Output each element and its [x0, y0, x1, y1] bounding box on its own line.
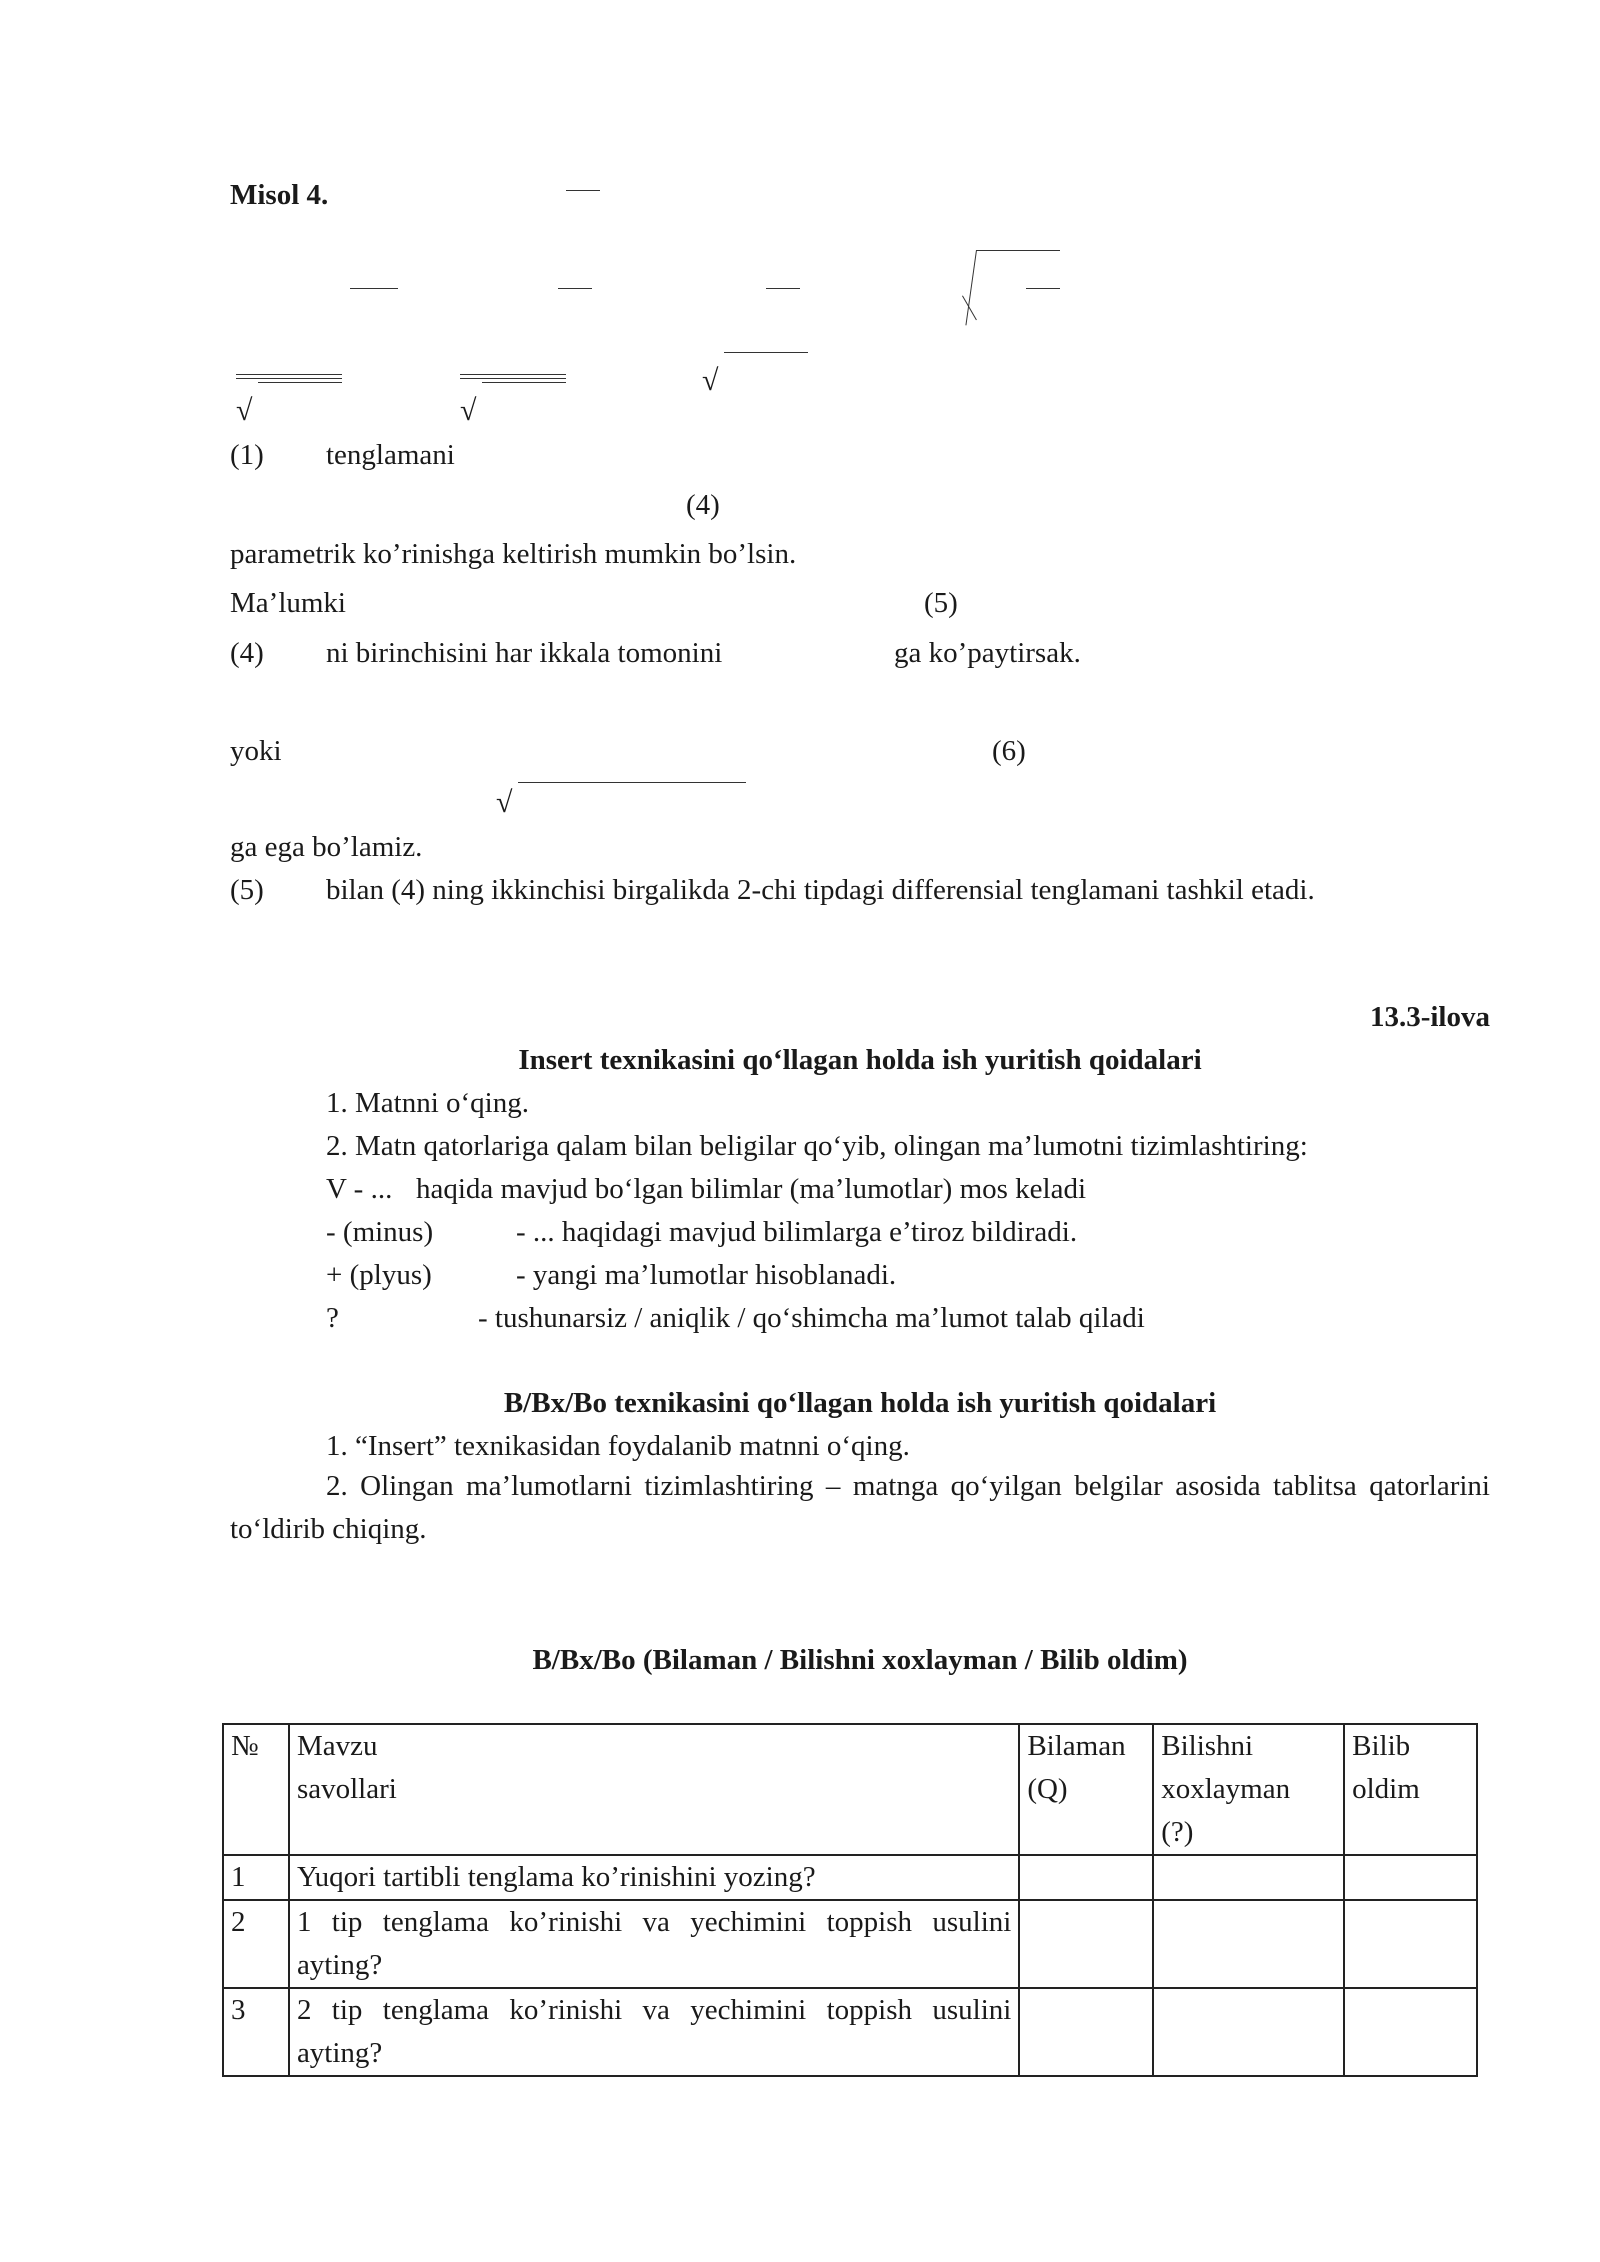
body-text: yoki — [230, 735, 282, 767]
radical-sign: √ — [460, 394, 477, 427]
radical-sign: √ — [496, 786, 513, 819]
header-want: Bilishni xoxlayman (?) — [1153, 1724, 1344, 1855]
table-row — [223, 1988, 1477, 2076]
radical-sign: √ — [702, 364, 719, 397]
header-topic: Mavzu savollari — [289, 1724, 1019, 1855]
radical-bar — [724, 352, 808, 353]
cell-want[interactable] — [1153, 1900, 1344, 1988]
radical-bar — [518, 782, 746, 783]
header-learned: Bilib oldim — [1344, 1724, 1477, 1855]
list-item: 2. Olingan ma’lumotlarni tizimlashtiring – matnga qo‘yilgan belgilar asosida tablitsa qatorlarini to‘ldirib chiqing. — [230, 1470, 1490, 1545]
mark-sign: V - ... — [326, 1173, 393, 1205]
appendix-label: 13.3-ilova — [1369, 1001, 1490, 1033]
cell-learned[interactable] — [1344, 1855, 1477, 1900]
body-text: Ma’lumki — [230, 587, 346, 619]
row-number: 1 — [223, 1855, 289, 1900]
cell-want[interactable] — [1153, 1988, 1344, 2076]
example-title: Misol 4. — [230, 179, 329, 211]
body-text: parametrik ko’rinishga keltirish mumkin bo’lsin. — [230, 538, 797, 570]
body-text: bilan (4) ning ikkinchisi birgalikda 2-chi tipdagi differensial tenglamani tashkil etadi. — [326, 874, 1315, 906]
cell-know[interactable] — [1019, 1988, 1153, 2076]
fraction-bar — [766, 288, 800, 289]
body-text: ga ega bo’lamiz. — [230, 831, 423, 863]
list-item: 1. “Insert” texnikasidan foydalanib matnni o‘qing. — [326, 1430, 910, 1462]
row-number: 2 — [223, 1900, 289, 1988]
equation-reference: (5) — [230, 874, 264, 906]
cell-know[interactable] — [1019, 1900, 1153, 1988]
cell-learned[interactable] — [1344, 1988, 1477, 2076]
table-header-row — [223, 1724, 1477, 1855]
header-number: № — [223, 1724, 289, 1855]
cell-know[interactable] — [1019, 1855, 1153, 1900]
body-text: tenglamani — [326, 439, 455, 471]
mark-sign: - (minus) — [326, 1216, 434, 1248]
body-text: ni birinchisini har ikkala tomonini — [326, 637, 723, 669]
mark-description: - ... haqidagi mavjud bilimlarga e’tiroz bildiradi. — [516, 1216, 1078, 1248]
body-text: ga ko’paytirsak. — [894, 637, 1081, 669]
fraction-bar — [566, 190, 600, 191]
row-number: 3 — [223, 1988, 289, 2076]
equation-reference: (4) — [230, 637, 264, 669]
row-question: 2 tip tenglama ko’rinishi va yechimini toppish usulini ayting? — [289, 1988, 1019, 2076]
fraction-bar — [1026, 288, 1060, 289]
bbx-table — [222, 1723, 1478, 2077]
equation-number: (6) — [992, 735, 1026, 767]
radical-bar — [482, 382, 566, 383]
radical-bar — [258, 382, 342, 383]
fraction-bar — [558, 288, 592, 289]
table-caption: B/Bx/Bo (Bilaman / Bilishni xoxlayman / Bilib oldim) — [532, 1644, 1188, 1676]
list-item: 2. Matn qatorlariga qalam bilan beligilar qo‘yib, olingan ma’lumotni tizimlashtiring: — [326, 1130, 1308, 1162]
table-row — [223, 1900, 1477, 1988]
equation-number: (4) — [686, 489, 720, 521]
section-heading: B/Bx/Bo texnikasini qo‘llagan holda ish yuritish qoidalari — [503, 1387, 1217, 1419]
equation-number: (5) — [924, 587, 958, 619]
table-row — [223, 1855, 1477, 1900]
radical-stem — [965, 250, 977, 325]
double-fraction-bar — [236, 374, 342, 379]
section-heading: Insert texnikasini qo‘llagan holda ish yuritish qoidalari — [518, 1044, 1202, 1076]
mark-description: - tushunarsiz / aniqlik / qo‘shimcha ma’lumot talab qiladi — [478, 1302, 1145, 1334]
double-fraction-bar — [460, 374, 566, 379]
header-know: Bilaman (Q) — [1019, 1724, 1153, 1855]
row-question: 1 tip tenglama ko’rinishi va yechimini toppish usulini ayting? — [289, 1900, 1019, 1988]
cell-want[interactable] — [1153, 1855, 1344, 1900]
row-question: Yuqori tartibli tenglama ko’rinishini yozing? — [289, 1855, 1019, 1900]
radical-sign: √ — [236, 394, 253, 427]
mark-description: - yangi ma’lumotlar hisoblanadi. — [516, 1259, 897, 1291]
mark-sign: ? — [326, 1302, 339, 1334]
mark-sign: + (plyus) — [326, 1259, 432, 1291]
radical-bar — [976, 250, 1060, 251]
fraction-bar — [350, 288, 398, 289]
equation-number: (1) — [230, 439, 264, 471]
list-item: 1. Matnni o‘qing. — [326, 1087, 529, 1119]
cell-learned[interactable] — [1344, 1900, 1477, 1988]
mark-description: haqida mavjud bo‘lgan bilimlar (ma’lumotlar) mos keladi — [416, 1173, 1087, 1205]
